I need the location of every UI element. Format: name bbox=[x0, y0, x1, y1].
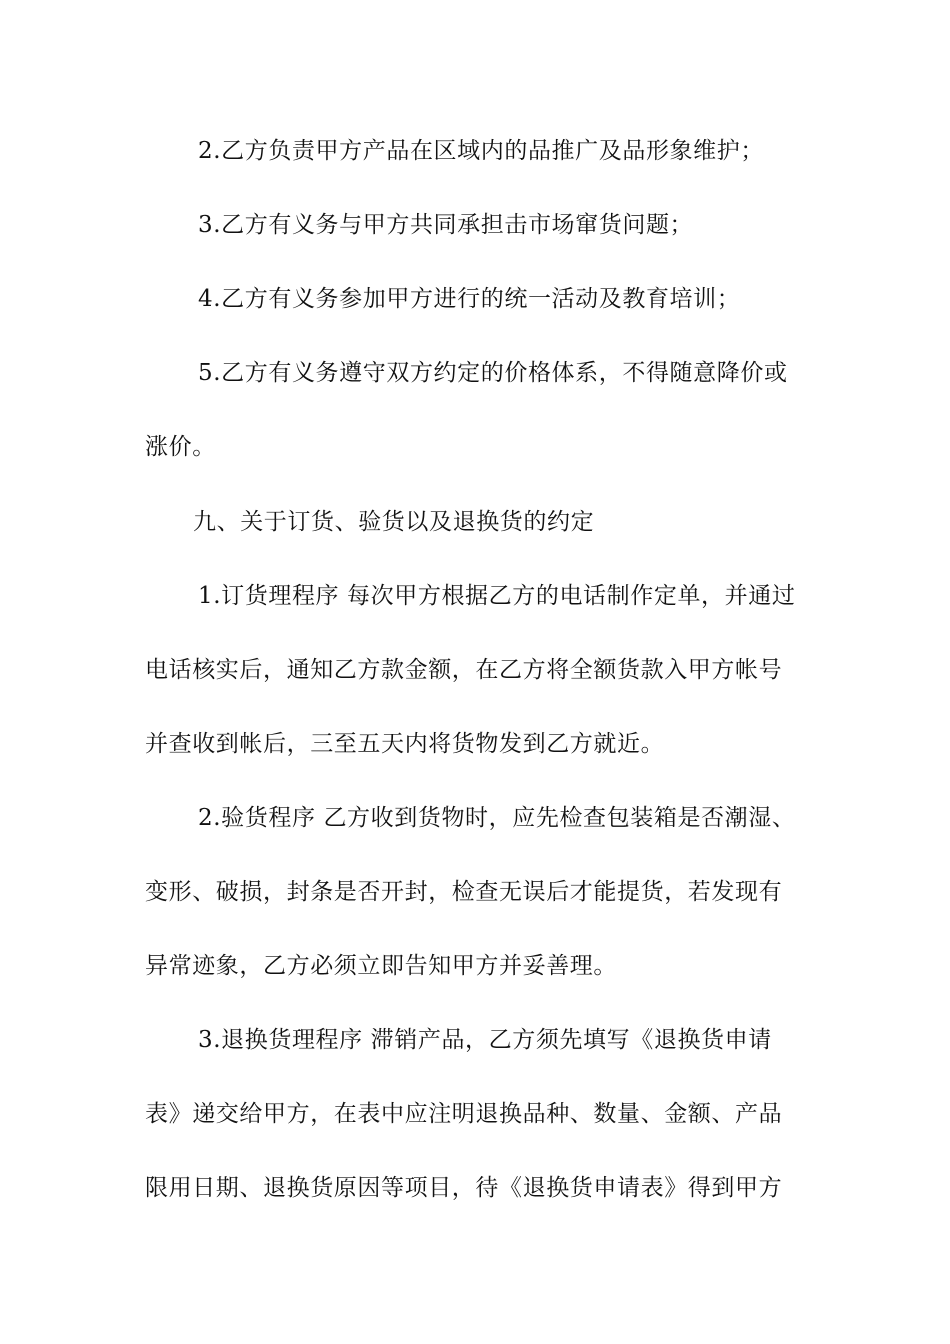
clause-8-5-line-2: 涨价。 bbox=[145, 434, 216, 460]
clause-9-3-line-1: 3.退换货理程序 滞销产品，乙方须先填写《退换货申请 bbox=[198, 1027, 772, 1053]
clause-9-3-line-2: 表》递交给甲方，在表中应注明退换品种、数量、金额、产品 bbox=[145, 1101, 783, 1127]
clause-9-3-line-3: 限用日期、退换货原因等项目，待《退换货申请表》得到甲方 bbox=[145, 1175, 783, 1201]
clause-8-3: 3.乙方有义务与甲方共同承担击市场窜货问题； bbox=[198, 212, 694, 238]
section-9-heading: 九、关于订货、验货以及退换货的约定 bbox=[193, 509, 595, 535]
clause-9-2-line-1: 2.验货程序 乙方收到货物时，应先检查包装箱是否潮湿、 bbox=[198, 805, 796, 831]
clause-9-2-line-3: 异常迹象，乙方必须立即告知甲方并妥善理。 bbox=[145, 953, 617, 979]
clause-9-1-line-3: 并查收到帐后，三至五天内将货物发到乙方就近。 bbox=[145, 731, 665, 757]
clause-8-4: 4.乙方有义务参加甲方进行的统一活动及教育培训； bbox=[198, 286, 741, 312]
clause-8-2: 2.乙方负责甲方产品在区域内的品推广及品形象维护； bbox=[198, 138, 764, 164]
clause-8-5-line-1: 5.乙方有义务遵守双方约定的价格体系，不得随意降价或 bbox=[198, 360, 788, 386]
clause-9-2-line-2: 变形、破损，封条是否开封，检查无误后才能提货，若发现有 bbox=[145, 879, 783, 905]
clause-9-1-line-2: 电话核实后，通知乙方款金额，在乙方将全额货款入甲方帐号 bbox=[145, 657, 783, 683]
clause-9-1-line-1: 1.订货理程序 每次甲方根据乙方的电话制作定单，并通过 bbox=[198, 583, 796, 609]
